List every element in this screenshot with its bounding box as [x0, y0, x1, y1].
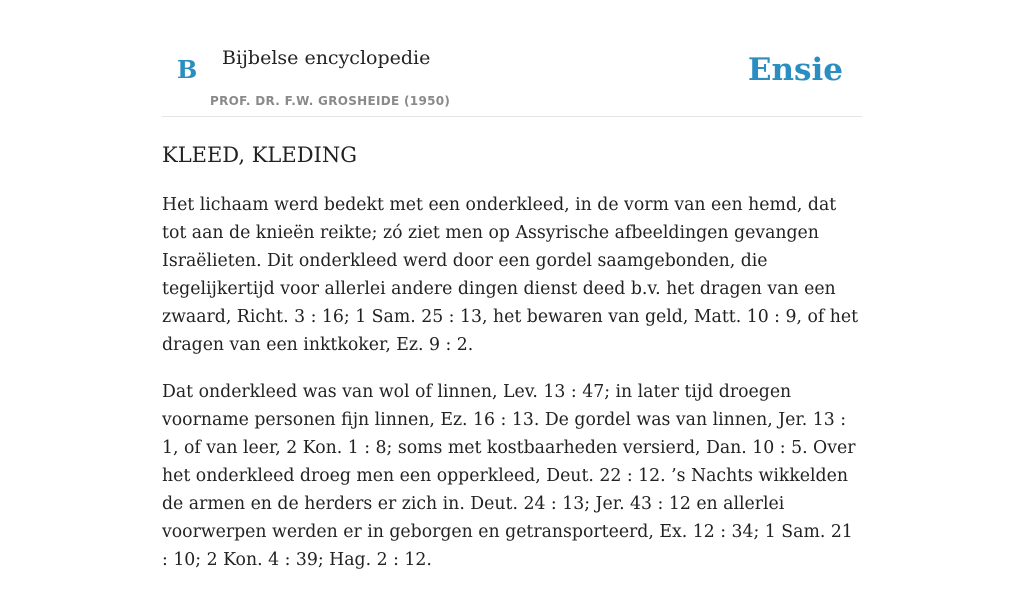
- article: [162, 139, 864, 593]
- book-author: PROF. DR. F.W. GROSHEIDE (1950): [210, 94, 451, 108]
- book-logo-icon[interactable]: B: [177, 55, 198, 84]
- article-paragraph: Het lichaam werd bedekt met een onderkleed, in de vorm van een hemd, dat tot aan de knieën reikte; zó ziet men op Assyrische afbeeldingen gevangen Israëlieten. Dit onderkleed werd door een gordel saamgebonden, die tegelijkertijd voor allerlei andere dingen dienst deed b.v. het dragen van een zwaard, Richt. 3 : 16; 1 Sam. 25 : 13, het bewaren van geld, Matt. 10 : 9, of het dragen van een inktkoker, Ez. 9 : 2.: [162, 195, 859, 355]
- article-title: KLEED, KLEDING: [162, 143, 357, 167]
- book-title-link[interactable]: Bijbelse encyclopedie: [222, 47, 431, 69]
- book-header: [162, 0, 862, 117]
- article-paragraph: Dat onderkleed was van wol of linnen, Lev. 13 : 47; in later tijd droegen voorname personen fijn linnen, Ez. 16 : 13. De gordel was van linnen, Jer. 13 : 1, of van leer, 2 Kon. 1 : 8; soms met kostbaarheden versierd, Dan. 10 : 5. Over het onderkleed droeg men een opperkleed, Deut. 22 : 12. ’s Nachts wikkelden de armen en de herders er zich in. Deut. 24 : 13; Jer. 43 : 12 en allerlei voorwerpen werden er in geborgen en getransporteerd, Ex. 12 : 34; 1 Sam. 21 : 10; 2 Kon. 4 : 39; Hag. 2 : 12.: [162, 382, 856, 570]
- ensie-logo-link[interactable]: Ensie: [747, 52, 843, 88]
